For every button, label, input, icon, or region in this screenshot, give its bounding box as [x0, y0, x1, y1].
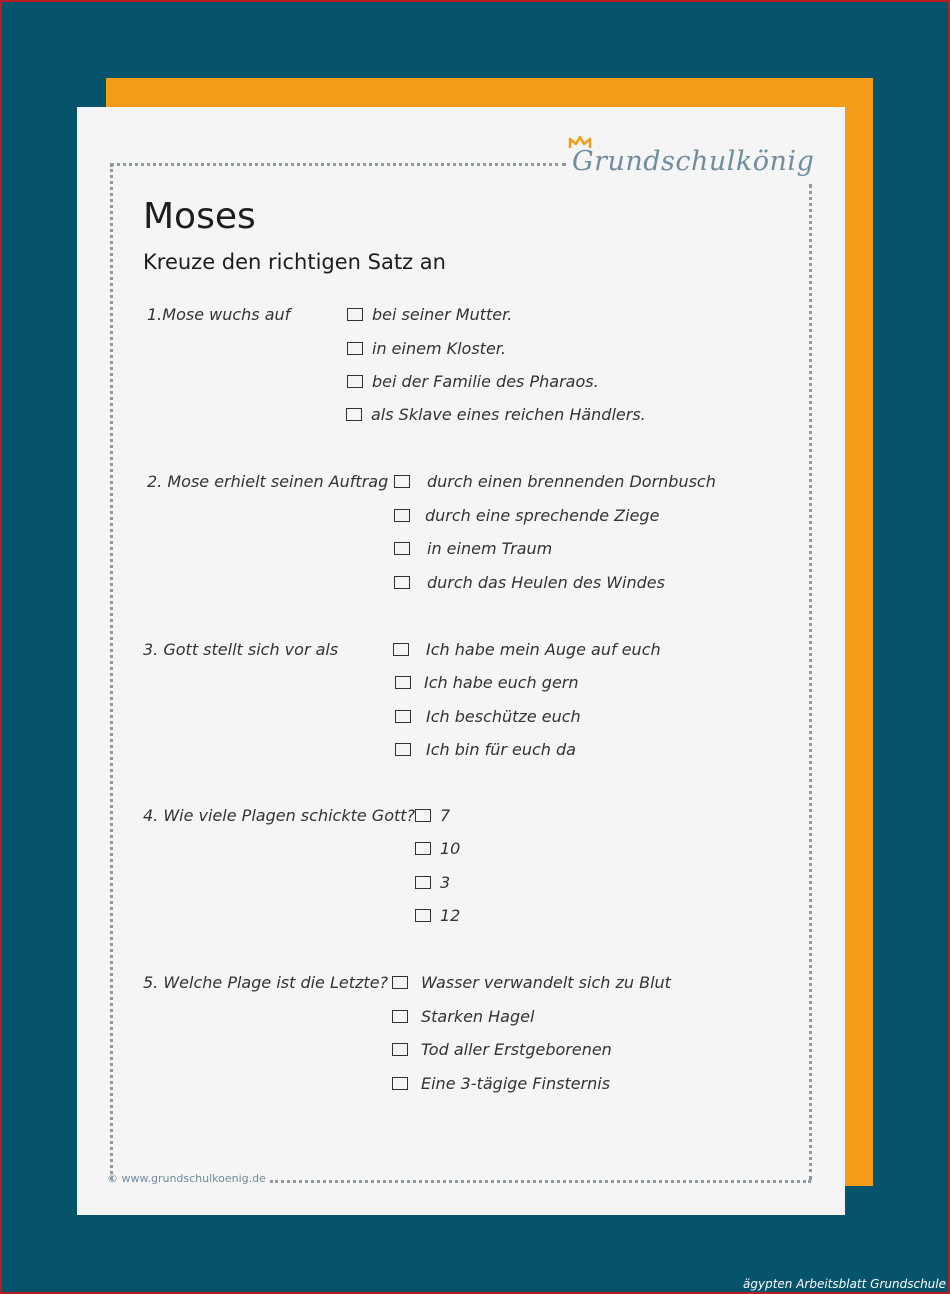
question-2-option[interactable]: durch eine sprechende Ziege — [394, 506, 659, 526]
question-5: 5. Welche Plage ist die Letzte? — [143, 973, 389, 992]
question-2-option[interactable]: in einem Traum — [394, 539, 552, 559]
question-5-option[interactable]: Tod aller Erstgeborenen — [392, 1040, 612, 1060]
page-title: Moses — [143, 196, 256, 237]
question-1: 1.Mose wuchs auf — [147, 305, 291, 324]
checkbox[interactable] — [395, 743, 411, 756]
question-1-option[interactable]: bei seiner Mutter. — [347, 305, 512, 325]
checkbox[interactable] — [394, 542, 410, 555]
question-4-option[interactable]: 7 — [415, 806, 450, 826]
question-3-option[interactable]: Ich habe euch gern — [395, 673, 579, 693]
checkbox[interactable] — [392, 1010, 408, 1023]
checkbox[interactable] — [346, 408, 362, 421]
checkbox[interactable] — [394, 576, 410, 589]
question-2: 2. Mose erhielt seinen Auftrag — [147, 472, 389, 491]
instruction-heading: Kreuze den richtigen Satz an — [143, 250, 446, 274]
question-3-option[interactable]: Ich habe mein Auge auf euch — [393, 640, 661, 660]
question-3-option[interactable]: Ich beschütze euch — [395, 707, 581, 727]
question-3-option[interactable]: Ich bin für euch da — [395, 740, 576, 760]
checkbox[interactable] — [415, 909, 431, 922]
brand-logo: Grundschulkönig — [572, 146, 815, 177]
checkbox[interactable] — [392, 1077, 408, 1090]
question-4-option[interactable]: 12 — [415, 906, 460, 926]
question-4-option[interactable]: 3 — [415, 873, 450, 893]
checkbox[interactable] — [415, 876, 431, 889]
dotted-border-left — [110, 164, 113, 1180]
question-2-option[interactable]: durch einen brennenden Dornbusch — [394, 472, 716, 492]
copyright-footer: © www.grundschulkoenig.de — [107, 1172, 266, 1185]
checkbox[interactable] — [392, 976, 408, 989]
checkbox[interactable] — [347, 308, 363, 321]
question-4-option[interactable]: 10 — [415, 839, 460, 859]
question-1-option[interactable]: in einem Kloster. — [347, 339, 506, 359]
question-5-option[interactable]: Wasser verwandelt sich zu Blut — [392, 973, 671, 993]
dotted-border-right — [809, 184, 812, 1180]
checkbox[interactable] — [394, 475, 410, 488]
question-4: 4. Wie viele Plagen schickte Gott? — [143, 806, 416, 825]
checkbox[interactable] — [347, 375, 363, 388]
question-1-option[interactable]: als Sklave eines reichen Händlers. — [346, 405, 646, 425]
checkbox[interactable] — [347, 342, 363, 355]
dotted-border-bottom — [270, 1180, 811, 1183]
checkbox[interactable] — [393, 643, 409, 656]
checkbox[interactable] — [415, 842, 431, 855]
checkbox[interactable] — [395, 710, 411, 723]
question-1-option[interactable]: bei der Familie des Pharaos. — [347, 372, 599, 392]
question-3: 3. Gott stellt sich vor als — [143, 640, 339, 659]
question-5-option[interactable]: Starken Hagel — [392, 1007, 534, 1027]
checkbox[interactable] — [415, 809, 431, 822]
question-5-option[interactable]: Eine 3-tägige Finsternis — [392, 1074, 610, 1094]
question-2-option[interactable]: durch das Heulen des Windes — [394, 573, 665, 593]
image-caption: ägypten Arbeitsblatt Grundschule — [743, 1277, 946, 1291]
dotted-border-top — [110, 163, 566, 166]
checkbox[interactable] — [395, 676, 411, 689]
checkbox[interactable] — [394, 509, 410, 522]
checkbox[interactable] — [392, 1043, 408, 1056]
